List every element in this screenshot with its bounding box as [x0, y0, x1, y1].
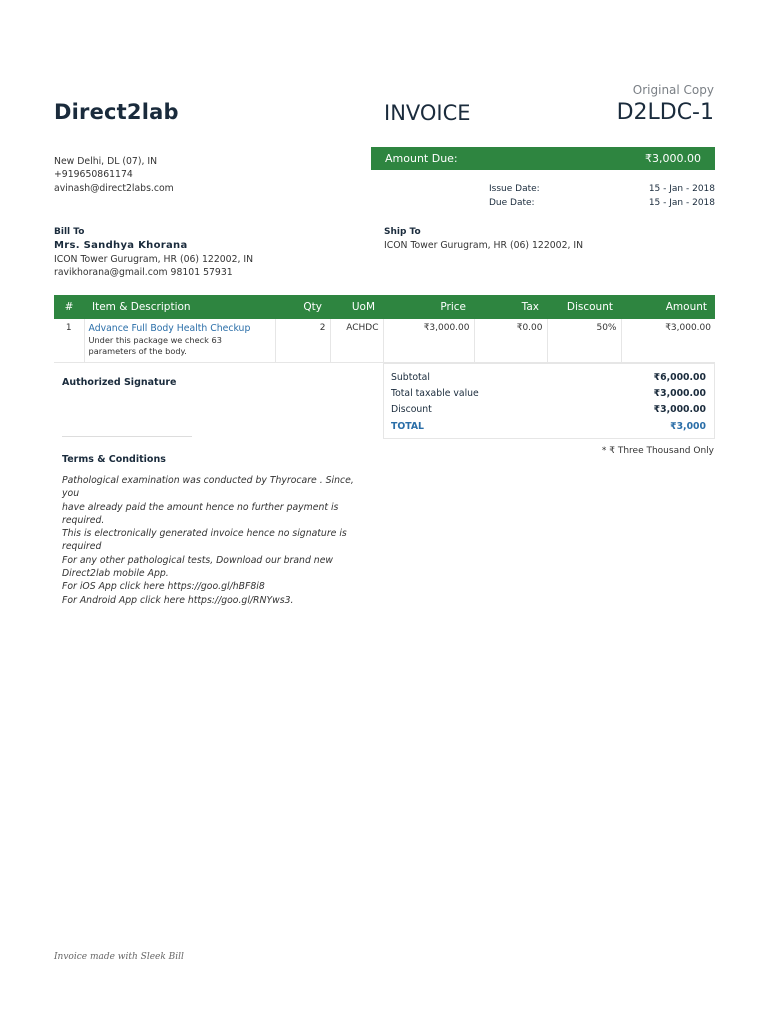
- authorized-signature-label: Authorized Signature: [62, 377, 177, 388]
- col-header-num: #: [54, 295, 84, 319]
- cell-num: 1: [54, 319, 84, 362]
- ship-to-section: [384, 226, 583, 253]
- bill-to-contact: ravikhorana@gmail.com 98101 57931: [54, 266, 233, 278]
- item-title[interactable]: Advance Full Body Health Checkup: [88, 323, 251, 334]
- issue-date-label: Issue Date:: [489, 184, 540, 194]
- amount-due-value: ₹3,000.00: [645, 152, 701, 165]
- company-email[interactable]: avinash@direct2labs.com: [54, 182, 174, 194]
- due-date-label: Due Date:: [489, 198, 535, 208]
- cell-uom: ACHDC: [330, 319, 383, 362]
- bill-to-name: Mrs. Sandhya Khorana: [54, 240, 188, 252]
- col-header-item: Item & Description: [84, 295, 275, 319]
- taxable-label: Total taxable value: [391, 388, 479, 400]
- due-date-value: 15 - Jan - 2018: [648, 198, 715, 208]
- total-value: ₹3,000: [670, 420, 706, 432]
- copy-label: Original Copy: [632, 83, 714, 97]
- bill-to-heading: Bill To: [54, 227, 85, 237]
- ship-to-heading: Ship To: [384, 227, 421, 237]
- totals-box: [383, 363, 715, 439]
- due-date-row: [489, 196, 715, 210]
- terms-line-android-link[interactable]: For Android App click here https://goo.gl/RNYws3.: [62, 594, 294, 606]
- cell-price: ₹3,000.00: [383, 319, 474, 362]
- terms-line: Direct2lab mobile App.: [62, 568, 169, 580]
- date-block: [489, 182, 715, 210]
- col-header-tax: Tax: [474, 295, 547, 319]
- subtotal-value: ₹6,000.00: [653, 372, 706, 383]
- terms-line: have already paid the amount hence no further payment is: [62, 501, 339, 513]
- total-label: TOTAL: [391, 420, 424, 432]
- invoice-number: D2LDC-1: [616, 100, 714, 125]
- cell-item: [84, 319, 275, 362]
- bill-to-address: ICON Tower Gurugram, HR (06) 122002, IN: [54, 253, 254, 265]
- taxable-row: [391, 386, 706, 402]
- terms-line: required.: [62, 514, 105, 526]
- items-table: [54, 295, 715, 363]
- col-header-amount: Amount: [621, 295, 715, 319]
- terms-line: required: [62, 541, 102, 553]
- company-address: New Delhi, DL (07), IN: [54, 156, 158, 167]
- table-row: [54, 319, 715, 362]
- discount-value: ₹3,000.00: [653, 404, 706, 416]
- terms-line: For any other pathological tests, Download our brand new: [62, 554, 334, 566]
- cell-discount: 50%: [547, 319, 621, 362]
- discount-label: Discount: [391, 404, 432, 416]
- cell-amount: ₹3,000.00: [621, 319, 715, 362]
- table-header-row: [54, 295, 715, 319]
- discount-row: [391, 402, 706, 418]
- invoice-title: INVOICE: [384, 101, 471, 125]
- total-row: [391, 419, 706, 435]
- amount-in-words: * ₹ Three Thousand Only: [601, 446, 714, 456]
- cell-tax: ₹0.00: [474, 319, 547, 362]
- company-phone: +919650861174: [54, 169, 133, 181]
- subtotal-label: Subtotal: [391, 372, 430, 383]
- terms-line: Pathological examination was conducted by Thyrocare . Since, you: [62, 475, 354, 500]
- cell-qty: 2: [275, 319, 330, 362]
- terms-line-ios-link[interactable]: For iOS App click here https://goo.gl/hBF8i8: [62, 581, 265, 593]
- issue-date-value: 15 - Jan - 2018: [648, 184, 715, 194]
- taxable-value: ₹3,000.00: [653, 388, 706, 400]
- amount-due-label: Amount Due:: [385, 152, 458, 165]
- terms-line: This is electronically generated invoice hence no signature is: [62, 528, 347, 540]
- col-header-discount: Discount: [547, 295, 621, 319]
- col-header-qty: Qty: [275, 295, 330, 319]
- terms-heading: Terms & Conditions: [62, 454, 166, 465]
- company-name: Direct2lab: [54, 100, 179, 124]
- issue-date-row: [489, 182, 715, 196]
- footer-note: Invoice made with Sleek Bill: [54, 952, 184, 962]
- signature-line: [62, 436, 192, 437]
- col-header-uom: UoM: [330, 295, 383, 319]
- ship-to-address: ICON Tower Gurugram, HR (06) 122002, IN: [384, 240, 584, 252]
- bill-to-section: [54, 226, 253, 279]
- col-header-price: Price: [383, 295, 474, 319]
- company-details: [54, 155, 174, 195]
- terms-text: [62, 474, 372, 607]
- item-description: Under this package we check 63 parameters of the body.: [88, 334, 222, 356]
- amount-due-bar: [371, 147, 715, 170]
- subtotal-row: [391, 370, 706, 386]
